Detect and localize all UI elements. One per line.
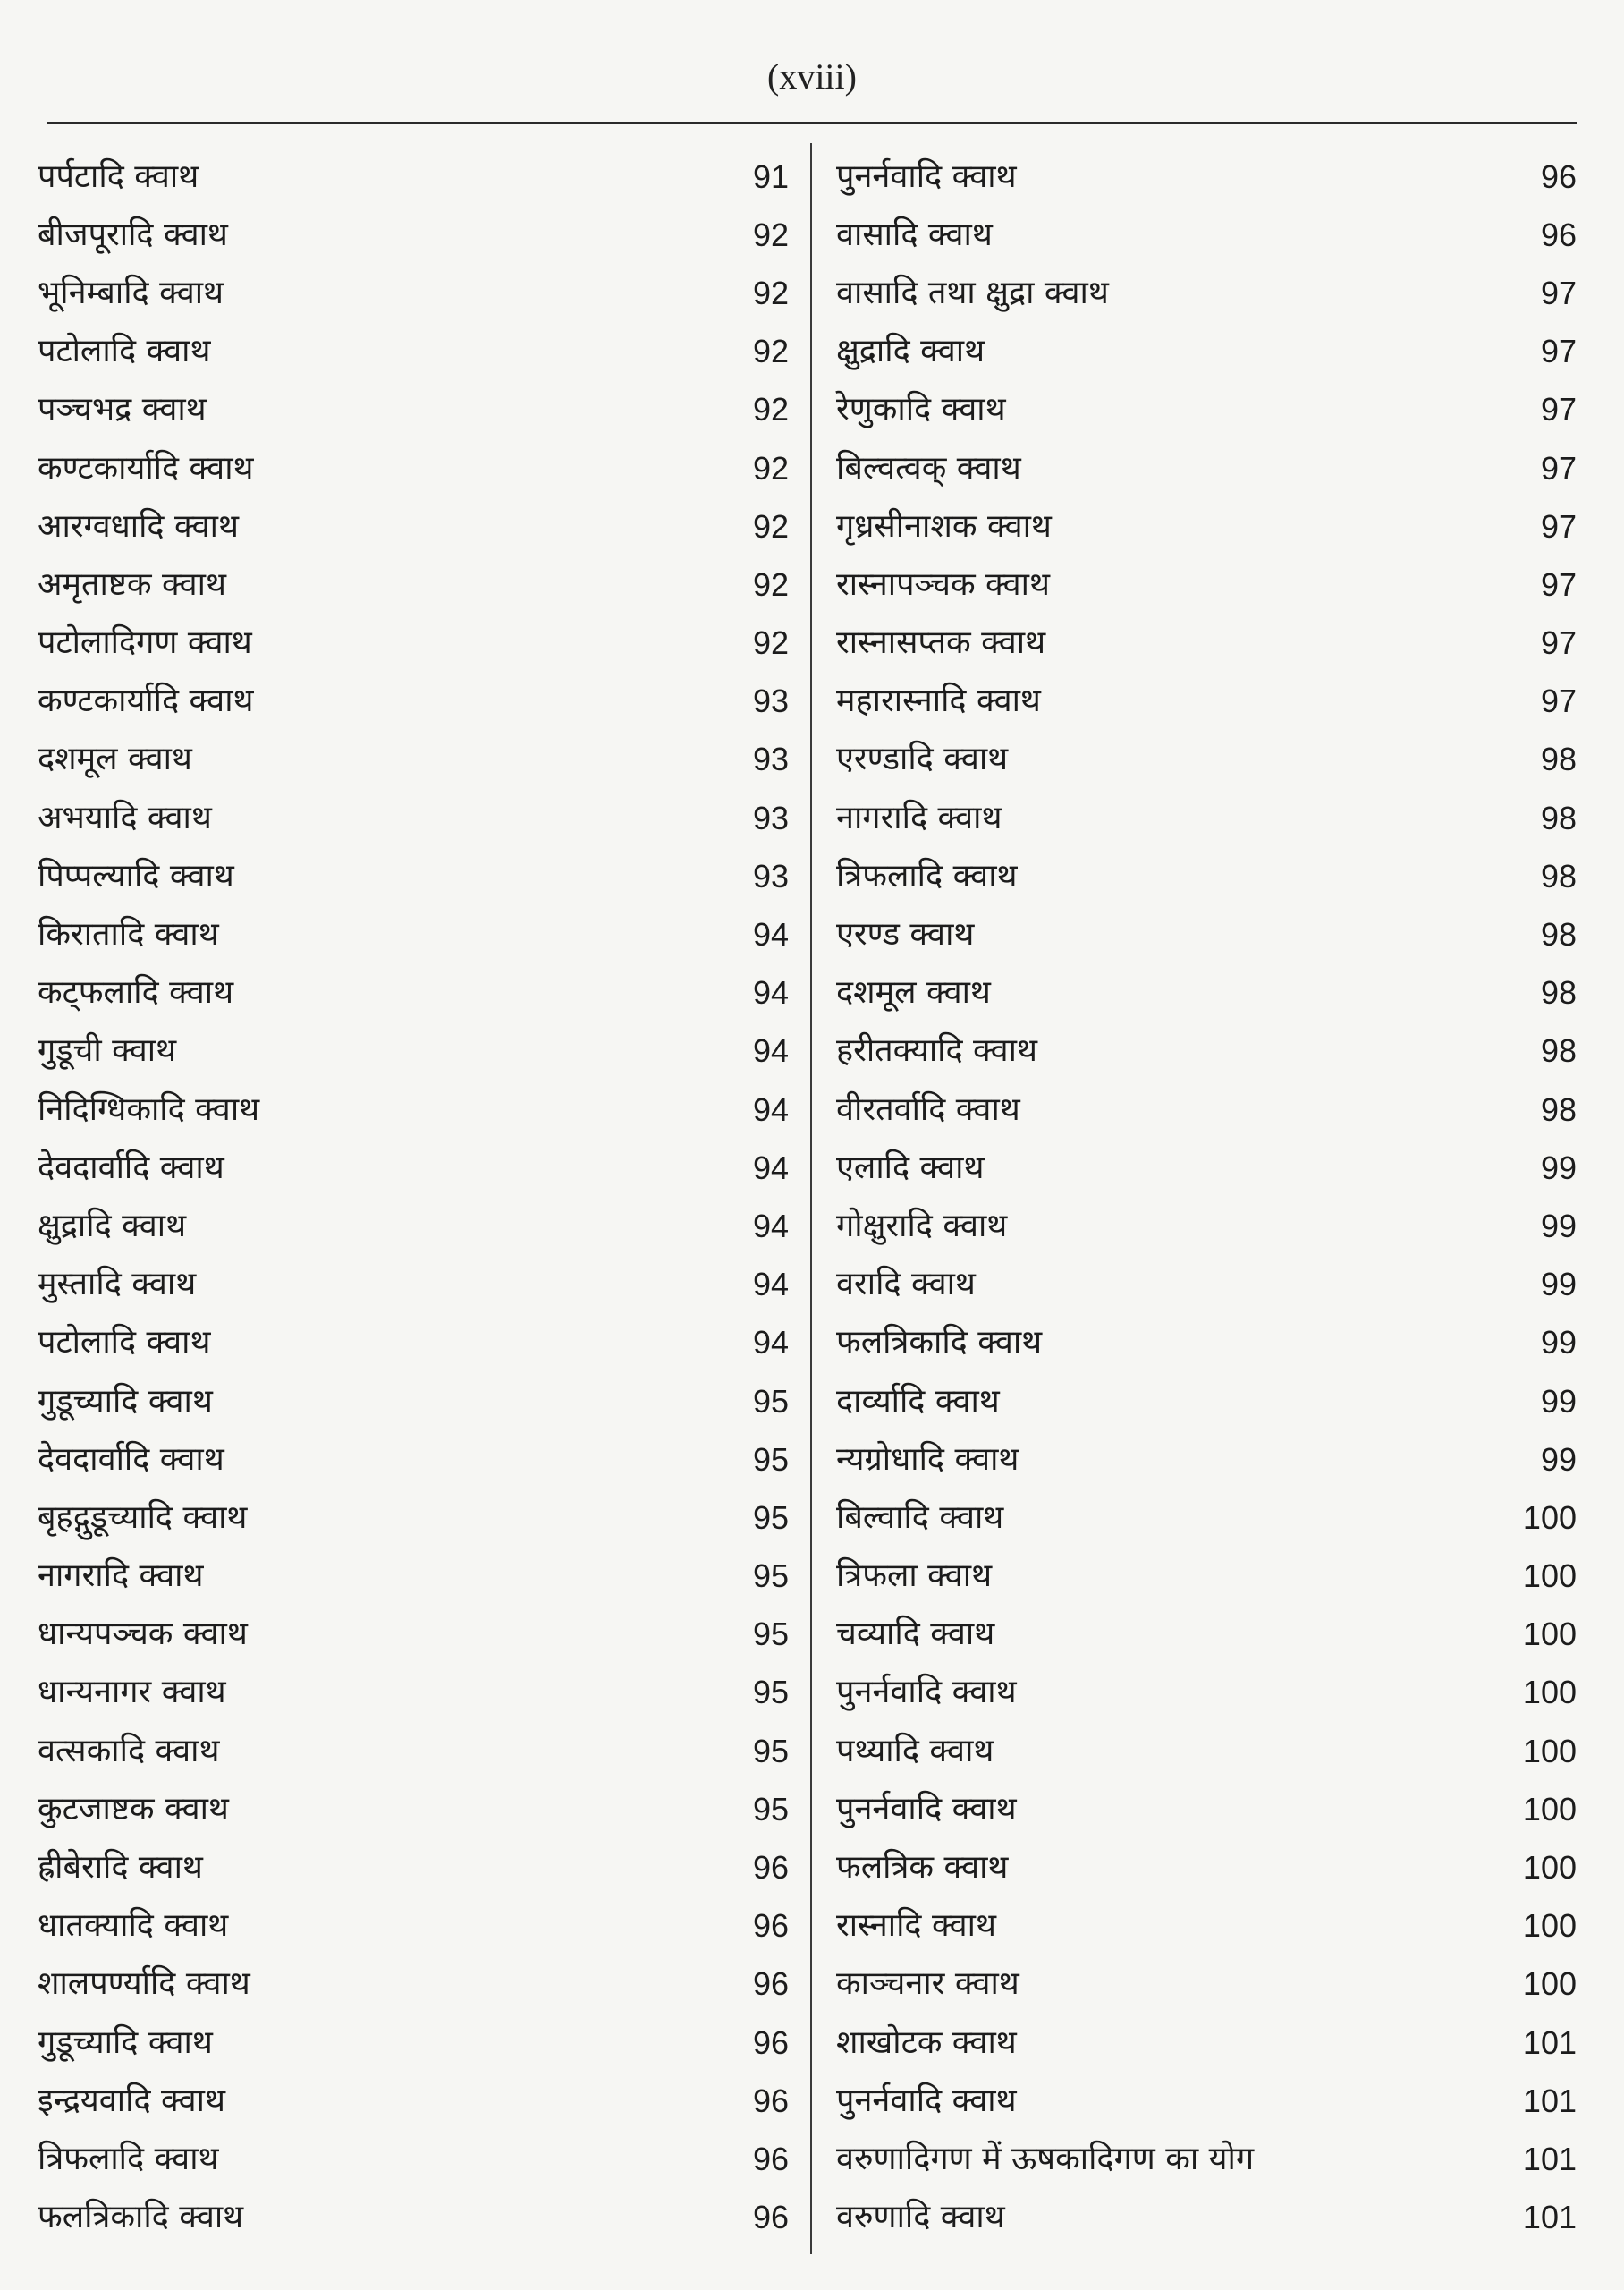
entry-title: फलत्रिकादि क्वाथ <box>38 2199 244 2236</box>
index-entry <box>38 556 789 614</box>
entry-title: पटोलादि क्वाथ <box>38 1324 211 1361</box>
entry-title: दशमूल क्वाथ <box>836 974 991 1012</box>
entry-title: ह्रीबेरादि क्वाथ <box>38 1849 203 1887</box>
entry-page-number: 95 <box>752 1674 789 1711</box>
entry-title: रेणुकादि क्वाथ <box>836 391 1006 428</box>
index-entry <box>38 2072 789 2130</box>
entry-title: महारास्नादि क्वाथ <box>836 683 1041 720</box>
index-entry <box>836 206 1577 264</box>
entry-page-number: 97 <box>1540 565 1577 603</box>
index-entry <box>38 206 789 264</box>
index-entry <box>836 1955 1577 2014</box>
entry-page-number: 97 <box>1540 333 1577 370</box>
entry-title: पटोलादिगण क्वाथ <box>38 624 252 662</box>
entry-title: पुनर्नवादि क्वाथ <box>836 1790 1017 1828</box>
entry-page-number: 96 <box>752 2023 789 2061</box>
index-entry <box>836 1139 1577 1197</box>
entry-title: शाखोटक क्वाथ <box>836 2023 1017 2061</box>
entry-title: गुडूच्यादि क्वाथ <box>38 2023 213 2061</box>
entry-page-number: 98 <box>1540 1032 1577 1070</box>
index-entry <box>38 1722 789 1780</box>
entry-title: एरण्ड क्वाथ <box>836 916 975 954</box>
entry-page-number: 92 <box>752 624 789 662</box>
entry-page-number: 100 <box>1522 1616 1577 1653</box>
entry-title: हरीतक्यादि क्वाथ <box>836 1032 1037 1070</box>
entry-page-number: 98 <box>1540 857 1577 895</box>
entry-page-number: 100 <box>1522 1674 1577 1711</box>
entry-title: बिल्वादि क्वाथ <box>836 1498 1004 1536</box>
entry-title: गृध्रसीनाशक क्वाथ <box>836 507 1052 545</box>
entry-title: धातक्यादि क्वाथ <box>38 1907 229 1945</box>
entry-page-number: 95 <box>752 1732 789 1769</box>
entry-page-number: 98 <box>1540 1090 1577 1128</box>
entry-page-number: 100 <box>1522 1732 1577 1769</box>
entry-page-number: 94 <box>752 1207 789 1244</box>
entry-title: दशमूल क्वाथ <box>38 741 192 778</box>
entry-title: नागरादि क्वाथ <box>836 799 1002 836</box>
index-entry <box>38 1548 789 1606</box>
entry-title: वासादि क्वाथ <box>836 216 993 253</box>
entry-page-number: 97 <box>1540 274 1577 311</box>
index-entry <box>836 323 1577 381</box>
index-entry <box>38 731 789 789</box>
index-entry <box>38 2130 789 2188</box>
entry-title: वरादि क्वाथ <box>836 1266 976 1303</box>
index-entry <box>38 1314 789 1372</box>
entry-title: क्षुद्रादि क्वाथ <box>836 333 985 370</box>
entry-title: बिल्वत्वक् क्वाथ <box>836 449 1021 487</box>
index-entry <box>836 847 1577 905</box>
entry-title: कण्टकार्यादि क्वाथ <box>38 683 254 720</box>
entry-title: वासादि तथा क्षुद्रा क्वाथ <box>836 274 1109 311</box>
entry-page-number: 94 <box>752 1090 789 1128</box>
index-entry <box>38 847 789 905</box>
entry-page-number: 97 <box>1540 507 1577 545</box>
entry-title: रास्नापञ्चक क्वाथ <box>836 565 1050 603</box>
entry-title: एलादि क्वाथ <box>836 1149 985 1186</box>
entry-title: देवदार्वादि क्वाथ <box>38 1440 224 1478</box>
entry-title: त्रिफलादि क्वाथ <box>836 857 1018 895</box>
entry-page-number: 101 <box>1522 2082 1577 2119</box>
entry-page-number: 99 <box>1540 1266 1577 1303</box>
entry-title: पञ्चभद्र क्वाथ <box>38 391 207 428</box>
entry-page-number: 93 <box>752 857 789 895</box>
entry-title: बीजपूरादि क्वाथ <box>38 216 228 253</box>
index-entry <box>836 964 1577 1022</box>
entry-page-number: 99 <box>1540 1440 1577 1478</box>
entry-page-number: 101 <box>1522 2023 1577 2061</box>
entry-title: वरुणादिगण में ऊषकादिगण का योग <box>836 2140 1255 2177</box>
index-entry <box>38 148 789 206</box>
entry-page-number: 92 <box>752 565 789 603</box>
index-entry <box>836 1430 1577 1488</box>
index-entry <box>836 1197 1577 1255</box>
entry-page-number: 97 <box>1540 391 1577 428</box>
index-entry <box>836 1780 1577 1838</box>
entry-page-number: 100 <box>1522 1790 1577 1828</box>
index-entry <box>38 964 789 1022</box>
entry-page-number: 95 <box>752 1382 789 1420</box>
entry-page-number: 91 <box>752 157 789 195</box>
entry-title: रास्नादि क्वाथ <box>836 1907 996 1945</box>
entry-page-number: 100 <box>1522 1557 1577 1595</box>
entry-title: धान्यनागर क्वाथ <box>38 1674 226 1711</box>
index-entry <box>836 2130 1577 2188</box>
entry-page-number: 97 <box>1540 449 1577 487</box>
index-entry <box>38 2014 789 2072</box>
entry-page-number: 92 <box>752 333 789 370</box>
index-entry <box>38 1664 789 1722</box>
entry-title: फलत्रिक क्वाथ <box>836 1849 1009 1887</box>
entry-title: पुनर्नवादि क्वाथ <box>836 1674 1017 1711</box>
entry-title: नागरादि क्वाथ <box>38 1557 204 1595</box>
entry-page-number: 96 <box>752 1849 789 1887</box>
entry-title: इन्द्रयवादि क्वाथ <box>38 2082 225 2119</box>
entry-title: चव्यादि क्वाथ <box>836 1616 995 1653</box>
entry-title: न्यग्रोधादि क्वाथ <box>836 1440 1019 1478</box>
index-entry <box>38 1372 789 1430</box>
index-entry <box>38 789 789 847</box>
entry-page-number: 93 <box>752 683 789 720</box>
entry-page-number: 100 <box>1522 1907 1577 1945</box>
index-entry <box>38 1897 789 1955</box>
page-number: (xviii) <box>767 56 857 97</box>
entry-page-number: 101 <box>1522 2199 1577 2236</box>
entry-page-number: 95 <box>752 1616 789 1653</box>
entry-page-number: 95 <box>752 1557 789 1595</box>
entry-page-number: 94 <box>752 1149 789 1186</box>
entry-page-number: 100 <box>1522 1498 1577 1536</box>
entry-title: कण्टकार्यादि क्वाथ <box>38 449 254 487</box>
entry-page-number: 92 <box>752 391 789 428</box>
index-entry <box>38 1606 789 1664</box>
index-entry <box>836 439 1577 497</box>
index-entry <box>836 1838 1577 1896</box>
entry-page-number: 95 <box>752 1440 789 1478</box>
index-entry <box>836 2014 1577 2072</box>
entry-title: पुनर्नवादि क्वाथ <box>836 157 1017 195</box>
entry-title: काञ्चनार क्वाथ <box>836 1965 1019 2003</box>
index-entry <box>836 497 1577 556</box>
entry-title: बृहद्गुडूच्यादि क्वाथ <box>38 1498 248 1536</box>
index-entry <box>836 1022 1577 1081</box>
index-entry <box>38 1955 789 2014</box>
entry-page-number: 99 <box>1540 1324 1577 1361</box>
entry-page-number: 93 <box>752 799 789 836</box>
entry-title: धान्यपञ्चक क्वाथ <box>38 1616 248 1653</box>
index-entry <box>38 905 789 963</box>
index-entry <box>836 1314 1577 1372</box>
entry-page-number: 96 <box>752 1965 789 2003</box>
entry-title: देवदार्वादि क्वाथ <box>38 1149 224 1186</box>
entry-title: मुस्तादि क्वाथ <box>38 1266 197 1303</box>
entry-page-number: 96 <box>1540 216 1577 253</box>
header-rule <box>47 122 1577 124</box>
entry-title: पथ्यादि क्वाथ <box>836 1732 994 1769</box>
entry-title: अभयादि क्वाथ <box>38 799 212 836</box>
entry-page-number: 98 <box>1540 741 1577 778</box>
entry-title: रास्नासप्तक क्वाथ <box>836 624 1046 662</box>
left-index-column <box>38 148 789 2247</box>
entry-page-number: 95 <box>752 1790 789 1828</box>
entry-page-number: 100 <box>1522 1965 1577 2003</box>
index-entry <box>836 673 1577 731</box>
entry-title: गुडूची क्वाथ <box>38 1032 177 1070</box>
entry-page-number: 99 <box>1540 1382 1577 1420</box>
right-index-column <box>836 148 1577 2247</box>
index-entry <box>38 1780 789 1838</box>
entry-page-number: 92 <box>752 507 789 545</box>
index-entry <box>38 673 789 731</box>
index-entry <box>38 1488 789 1547</box>
entry-page-number: 94 <box>752 974 789 1012</box>
entry-title: त्रिफला क्वाथ <box>836 1557 993 1595</box>
entry-page-number: 98 <box>1540 974 1577 1012</box>
index-entry <box>38 1022 789 1081</box>
entry-title: पिप्पल्यादि क्वाथ <box>38 857 234 895</box>
entry-page-number: 100 <box>1522 1849 1577 1887</box>
entry-title: फलत्रिकादि क्वाथ <box>836 1324 1043 1361</box>
index-entry <box>38 2189 789 2247</box>
index-entry <box>836 264 1577 322</box>
index-entry <box>38 264 789 322</box>
index-entry <box>836 1897 1577 1955</box>
index-entry <box>836 1256 1577 1314</box>
index-entry <box>836 556 1577 614</box>
index-entry <box>836 615 1577 673</box>
index-entry <box>38 1139 789 1197</box>
entry-title: शालपर्ण्यादि क्वाथ <box>38 1965 250 2003</box>
entry-page-number: 92 <box>752 449 789 487</box>
index-entry <box>836 905 1577 963</box>
entry-title: भूनिम्बादि क्वाथ <box>38 274 224 311</box>
entry-title: कट्फलादि क्वाथ <box>38 974 234 1012</box>
entry-page-number: 96 <box>752 2140 789 2177</box>
entry-page-number: 98 <box>1540 799 1577 836</box>
index-entry <box>836 1081 1577 1139</box>
index-entry <box>836 789 1577 847</box>
entry-page-number: 99 <box>1540 1207 1577 1244</box>
entry-title: पुनर्नवादि क्वाथ <box>836 2082 1017 2119</box>
entry-title: पटोलादि क्वाथ <box>38 333 211 370</box>
index-entry <box>836 1606 1577 1664</box>
index-entry <box>38 1430 789 1488</box>
entry-title: वीरतर्वादि क्वाथ <box>836 1090 1020 1128</box>
entry-page-number: 96 <box>1540 157 1577 195</box>
entry-title: गोक्षुरादि क्वाथ <box>836 1207 1008 1244</box>
entry-title: वरुणादि क्वाथ <box>836 2199 1005 2236</box>
entry-page-number: 101 <box>1522 2140 1577 2177</box>
entry-title: त्रिफलादि क्वाथ <box>38 2140 219 2177</box>
index-entry <box>836 148 1577 206</box>
index-entry <box>38 1081 789 1139</box>
entry-title: वत्सकादि क्वाथ <box>38 1732 220 1769</box>
index-entry <box>836 2189 1577 2247</box>
entry-page-number: 92 <box>752 274 789 311</box>
entry-page-number: 96 <box>752 2082 789 2119</box>
index-entry <box>38 381 789 439</box>
index-entry <box>836 381 1577 439</box>
index-entry <box>38 323 789 381</box>
entry-page-number: 92 <box>752 216 789 253</box>
index-entry <box>38 439 789 497</box>
entry-title: कुटजाष्टक क्वाथ <box>38 1790 229 1828</box>
entry-page-number: 94 <box>752 1324 789 1361</box>
entry-title: गुडूच्यादि क्वाथ <box>38 1382 213 1420</box>
index-entry <box>38 615 789 673</box>
entry-page-number: 95 <box>752 1498 789 1536</box>
index-entry <box>38 497 789 556</box>
index-entry <box>836 1488 1577 1547</box>
entry-title: आरग्वधादि क्वाथ <box>38 507 239 545</box>
entry-title: अमृताष्टक क्वाथ <box>38 565 226 603</box>
entry-title: निदिग्धिकादि क्वाथ <box>38 1090 260 1128</box>
index-entry <box>836 2072 1577 2130</box>
index-entry <box>38 1197 789 1255</box>
entry-title: क्षुद्रादि क्वाथ <box>38 1207 187 1244</box>
entry-page-number: 94 <box>752 1266 789 1303</box>
entry-title: किरातादि क्वाथ <box>38 916 219 954</box>
entry-page-number: 96 <box>752 2199 789 2236</box>
entry-page-number: 94 <box>752 916 789 954</box>
index-entry <box>836 1372 1577 1430</box>
entry-page-number: 97 <box>1540 624 1577 662</box>
entry-page-number: 94 <box>752 1032 789 1070</box>
entry-page-number: 97 <box>1540 683 1577 720</box>
entry-title: दार्व्यादि क्वाथ <box>836 1382 1000 1420</box>
index-entry <box>38 1256 789 1314</box>
index-entry <box>836 731 1577 789</box>
entry-page-number: 96 <box>752 1907 789 1945</box>
entry-page-number: 98 <box>1540 916 1577 954</box>
column-divider <box>810 143 812 2254</box>
entry-page-number: 93 <box>752 741 789 778</box>
index-entry <box>836 1548 1577 1606</box>
entry-title: एरण्डादि क्वाथ <box>836 741 1009 778</box>
index-entry <box>836 1664 1577 1722</box>
index-entry <box>38 1838 789 1896</box>
entry-title: पर्पटादि क्वाथ <box>38 157 199 195</box>
index-entry <box>836 1722 1577 1780</box>
entry-page-number: 99 <box>1540 1149 1577 1186</box>
